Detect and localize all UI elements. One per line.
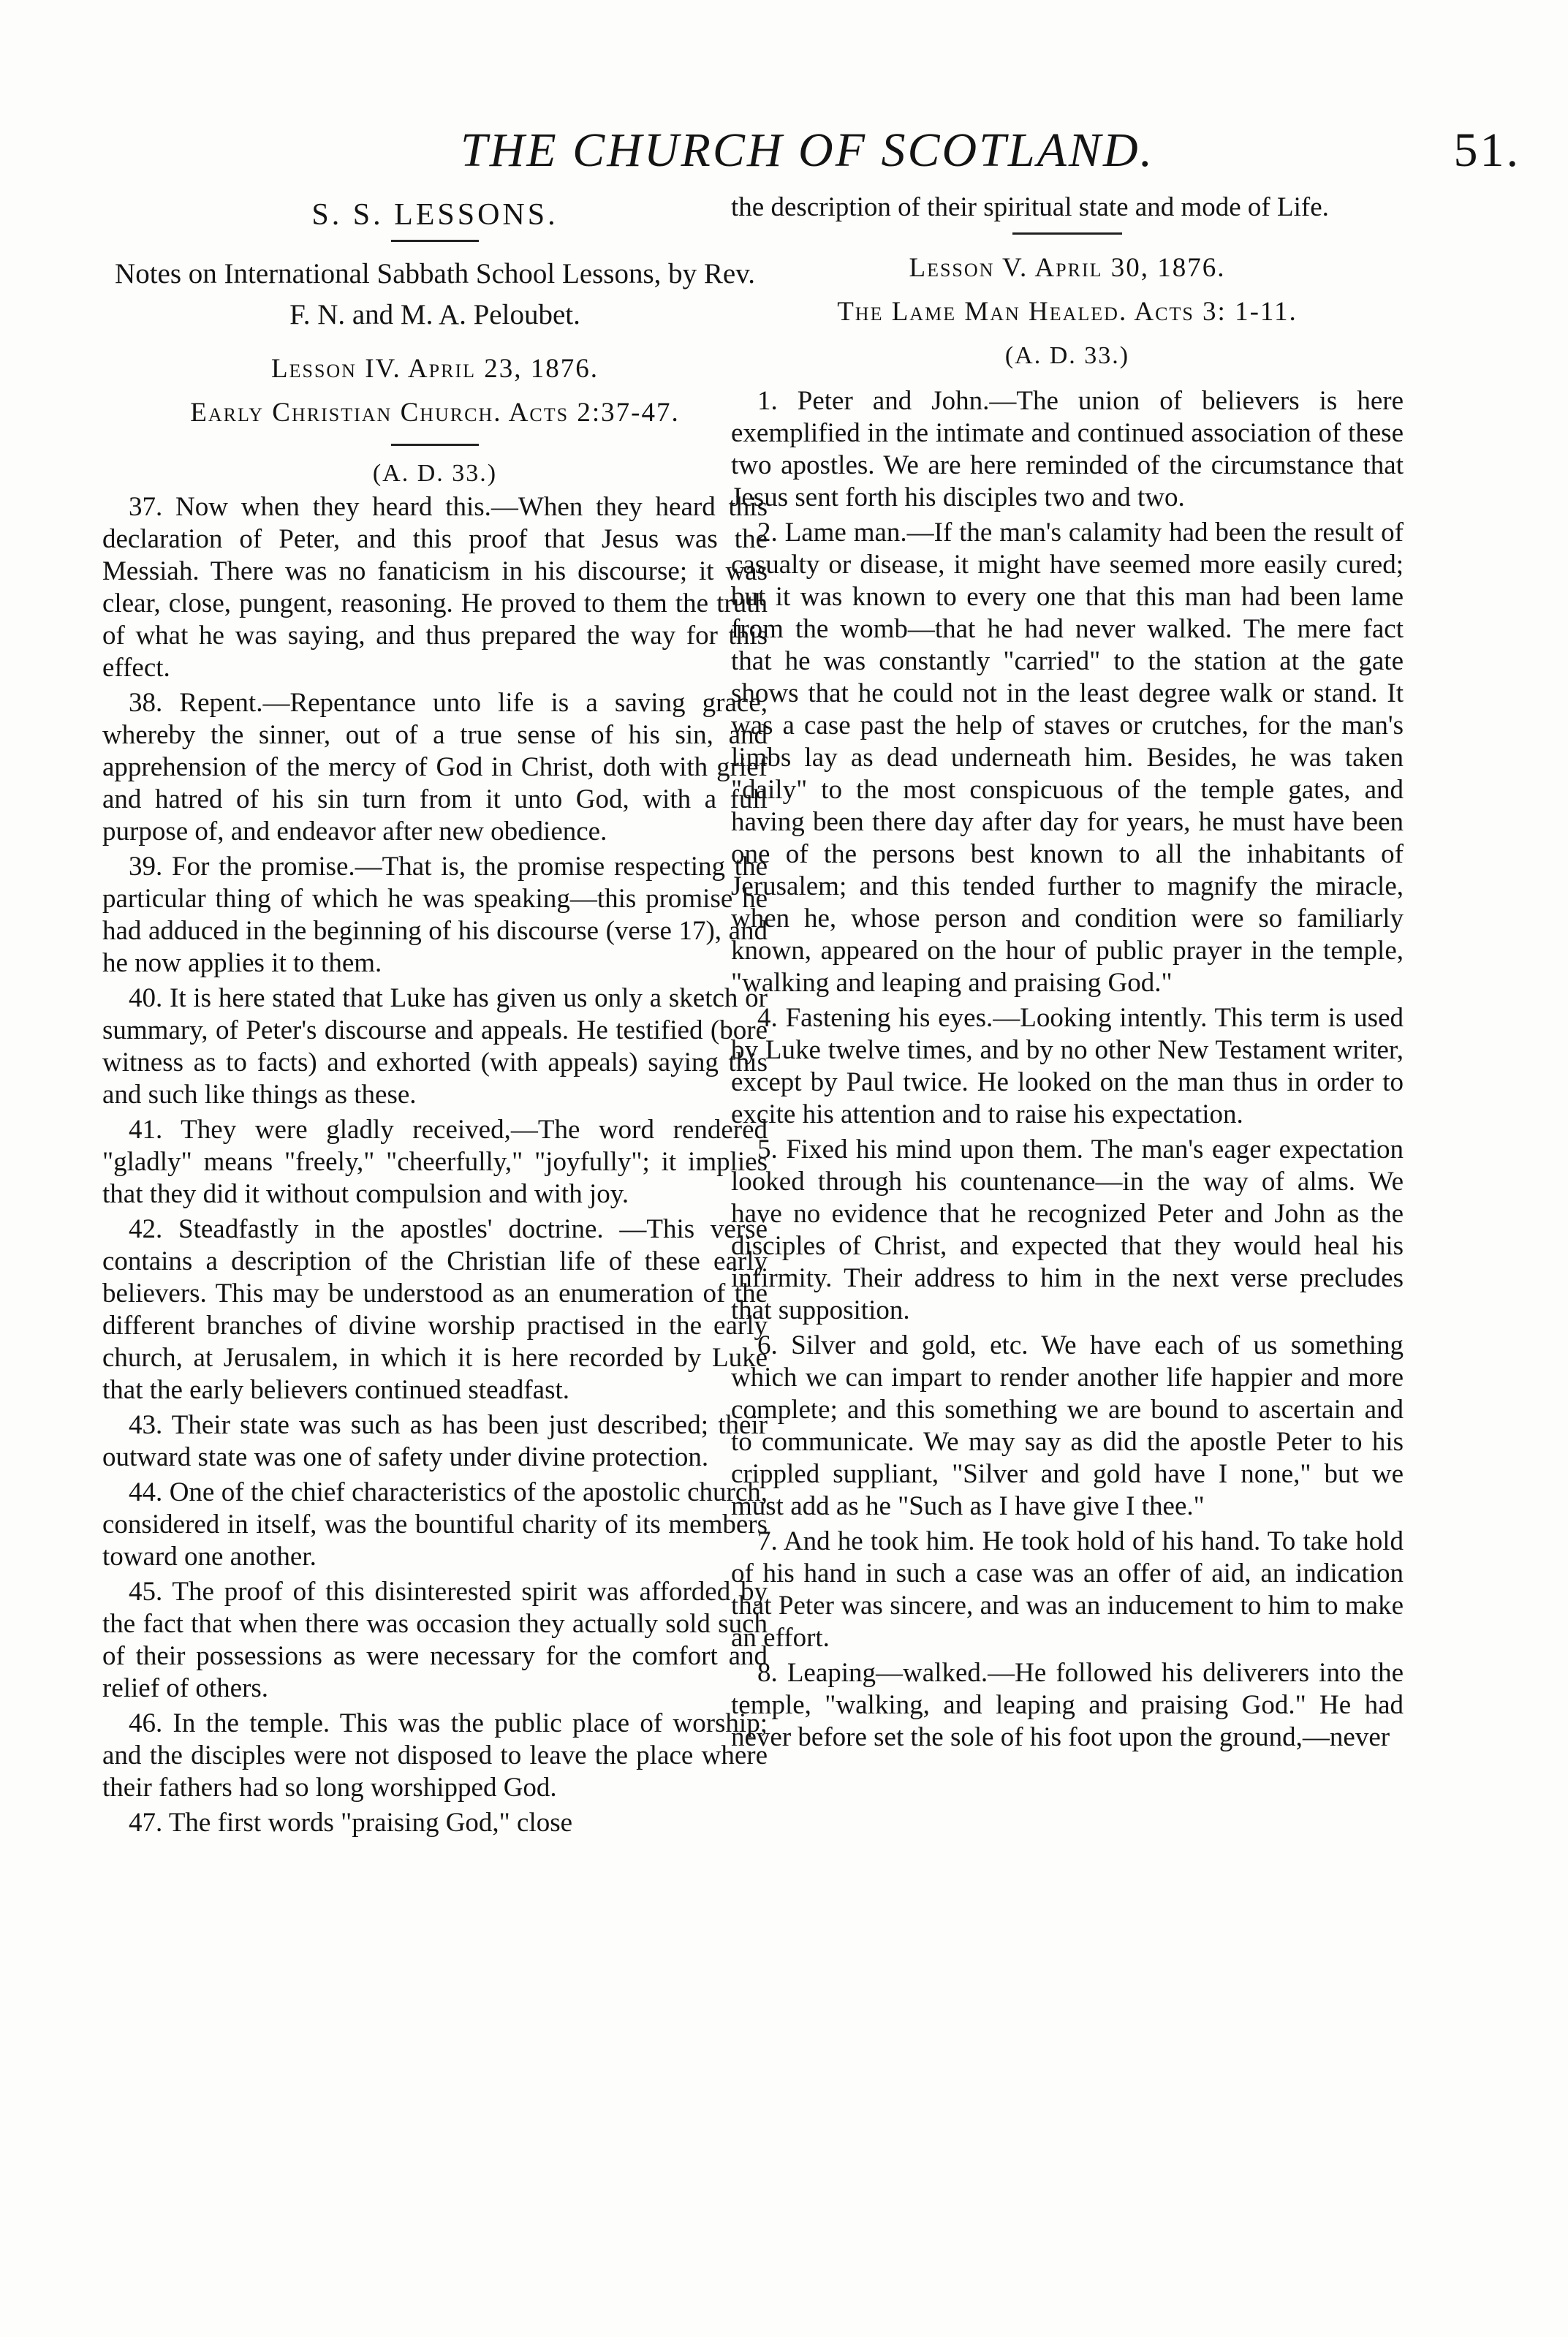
verse-note: 45. The proof of this disinterested spirit was afforded by the fact that when there was occasion they actually sold such of their possessions as were necessary for the comfort and relief of others. — [102, 1577, 768, 1703]
verse-note: 7. And he took him. He took hold of his hand. To take hold of his hand in such a case was an offer of aid, an indication that Peter was sincere, and was an inducement to him to make an effort. — [731, 1526, 1404, 1653]
verse-note: 8. Leaping—walked.—He followed his deliverers into the temple, "walking, and leaping and praising God." He had never before set the sole of his foot upon the ground,—never — [731, 1658, 1404, 1752]
notes-credit: Notes on International Sabbath School Lessons, by Rev. F. N. and M. A. Peloubet. — [115, 258, 755, 330]
title-rule — [391, 240, 479, 242]
verse-note: 42. Steadfastly in the apostles' doctrine. —This verse contains a description of the Christian life of these early believers. This may be understood as an enumeration of the different branches of divine worship practised in the early church, at Jerusalem, in which it is here recorded by Luke that the early believers continued steadfast. — [102, 1214, 768, 1405]
verse-note: 4. Fastening his eyes.—Looking intently. This term is used by Luke twelve times, and by no other New Testament writer, except by Paul twice. He looked on the man thus in order to excite his attention and to raise his expectation. — [731, 1003, 1404, 1129]
verse-note: 41. They were gladly received,—The word rendered "gladly" means "freely," "cheerfully," "joyfully"; it implies that they did it without compulsion and with joy. — [102, 1115, 768, 1209]
right-column — [731, 192, 1404, 1757]
left-column — [102, 192, 768, 1842]
lesson-subject: Early Christian Church. Acts 2:37-47. — [190, 398, 680, 428]
verse-note: 37. Now when they heard this.—When they heard this declaration of Peter, and this proof that Jesus was the Messiah. There was no fanaticism in his discourse; it was clear, close, pungent, reasoning. He proved to them the truth of what he was saying, and thus prepared the way for this effect. — [102, 492, 768, 683]
verse-note: 47. The first words "praising God," close — [129, 1808, 573, 1838]
verse-note: 46. In the temple. This was the public place of worship; and the disciples were not disposed to leave the place where their fathers had so long worshipped God. — [102, 1708, 768, 1803]
verse-note: 1. Peter and John.—The union of believers is here exemplified in the intimate and continued association of these two apostles. We are here reminded of the circumstance that Jesus sent forth his disciples two and two. — [731, 386, 1404, 512]
running-title: THE CHURCH OF SCOTLAND. — [461, 124, 1155, 177]
section-title: S. S. LESSONS. — [311, 198, 558, 232]
lesson-subject: The Lame Man Healed. Acts 3: 1-11. — [837, 297, 1298, 327]
continuation-text: the description of their spiritual state and mode of Life. — [731, 192, 1329, 222]
verse-note: 5. Fixed his mind upon them. The man's eager expectation looked through his countenance—in the way of alms. We have no evidence that he recognized Peter and John as the disciples of Christ, and expected that they would heal his infirmity. Their address to him in the next verse precludes that supposition. — [731, 1135, 1404, 1325]
lesson-era: (A. D. 33.) — [372, 460, 498, 487]
verse-note: 39. For the promise.—That is, the promise respecting the particular thing of which he was speaking—this promise he had adduced in the beginning of his discourse (verse 17), and he now applies it to them. — [102, 852, 768, 978]
continuation-rule — [1012, 232, 1122, 235]
verse-note: 40. It is here stated that Luke has given us only a sketch or summary, of Peter's discourse and appeals. He testified (bore witness as to facts) and exhorted (with appeals) saying this and such like things as these. — [102, 983, 768, 1110]
verse-note: 44. One of the chief characteristics of the apostolic church, considered in itself, was the bountiful charity of its members toward one another. — [102, 1477, 768, 1572]
lesson-heading: Lesson V. April 30, 1876. — [909, 253, 1226, 283]
running-header — [446, 123, 1520, 181]
subject-rule — [391, 444, 479, 446]
page-number: 51. — [1453, 124, 1520, 177]
verse-note: 38. Repent.—Repentance unto life is a saving grace, whereby the sinner, out of a true sense of his sin, and apprehension of the mercy of God in Christ, doth with grief and hatred of his sin turn from it unto God, with a full purpose of, and endeavor after new obedience. — [102, 688, 768, 846]
lesson-heading: Lesson IV. April 23, 1876. — [271, 354, 599, 384]
lesson-era: (A. D. 33.) — [1004, 342, 1130, 369]
verse-note: 2. Lame man.—If the man's calamity had been the result of casualty or disease, it might have seemed more easily cured; but it was known to every one that this man had been lame from the womb—that he had never walked. The mere fact that he was constantly "carried" to the station at the gate shows that he could not in the least degree walk or stand. It was a case past the help of staves or crutches, for the man's limbs lay as dead underneath him. Besides, he was taken "daily" to the most conspicuous of the temple gates, and having been there day after day for years, he must have been one of the persons best known to all the inhabitants of Jerusalem; and this tended further to magnify the miracle, when he, whose person and condition were so familiarly known, appeared on the hour of public prayer in the temple, "walking and leaping and praising God." — [731, 518, 1404, 998]
verse-note: 6. Silver and gold, etc. We have each of us something which we can impart to render another life happier and more complete; and this something we are bound to ascertain and to communicate. We may say as did the apostle Peter to his crippled suppliant, "Silver and gold have I none," but we must add as he "Such as I have give I thee." — [731, 1330, 1404, 1521]
verse-note: 43. Their state was such as has been just described; their outward state was one of safety under divine protection. — [102, 1410, 768, 1472]
